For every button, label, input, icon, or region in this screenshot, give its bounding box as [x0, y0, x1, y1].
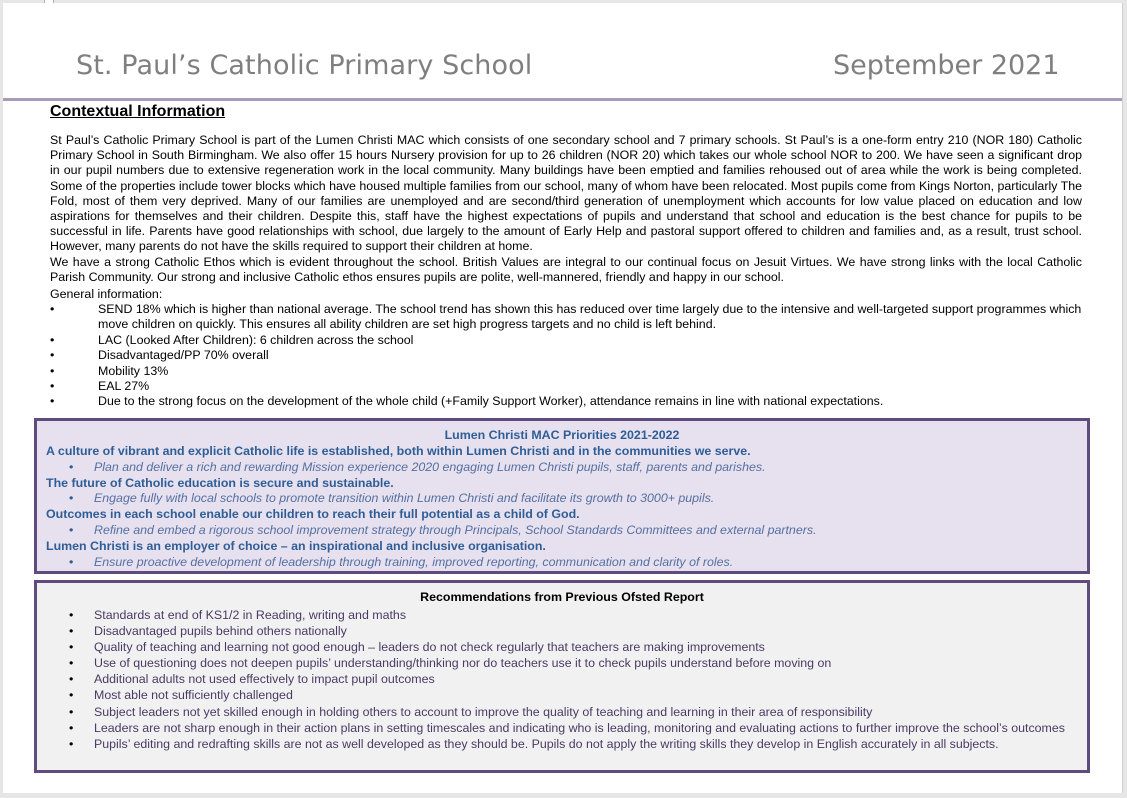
priority-heading: Lumen Christi is an employer of choice – an inspirational and inclusive organisation. — [46, 538, 546, 553]
priority-detail-text: Refine and embed a rigorous school improvement strategy through Principals, School Standards Committees and external partners. — [94, 522, 817, 537]
bullet-icon: • — [50, 363, 55, 378]
bullet-icon: • — [69, 491, 74, 506]
bullet-icon: • — [50, 332, 55, 347]
list-item — [46, 623, 1086, 639]
list-item-text: Quality of teaching and learning not good enough – leaders do not check regularly that teachers are making improvements — [94, 640, 765, 655]
bullet-icon: • — [69, 688, 74, 703]
list-item-text: SEND 18% which is higher than national average. The school trend has shown this has reduced over time largely due to the intensive and well-targeted support programmes which move children on quickly. This ensures all ability children are set high progress targets and no child is left behind. — [98, 302, 1082, 332]
school-name: St. Paul’s Catholic Primary School — [76, 50, 533, 81]
document-page — [3, 3, 1123, 793]
priority-detail — [46, 555, 1076, 571]
contextual-information-heading: Contextual Information — [50, 103, 226, 120]
priority-heading: The future of Catholic education is secure and sustainable. — [46, 475, 394, 490]
list-item-text: Leaders are not sharp enough in their action plans in setting timescales and indicating who is leading, monitoring and evaluating actions to further improve the school’s outcomes — [94, 720, 1065, 735]
priority-detail-text: Plan and deliver a rich and rewarding Mission experience 2020 engaging Lumen Christi pupils, staff, parents and parishes. — [94, 459, 766, 474]
list-item — [46, 671, 1086, 687]
ofsted-recommendations-list — [46, 607, 1086, 752]
list-item — [46, 720, 1086, 736]
list-item — [50, 364, 1082, 379]
list-item-text: Pupils’ editing and redrafting skills are not as well developed as they should be. Pupils do not apply the writing skills they develop in English accurately in all subjects. — [94, 736, 999, 751]
contextual-information-body — [50, 133, 1082, 285]
list-item-text: Subject leaders not yet skilled enough in holding others to account to improve the quality of teaching and learning in their area of responsibility — [94, 704, 873, 719]
list-item — [46, 639, 1086, 655]
list-item-text: EAL 27% — [98, 379, 150, 394]
list-item-text: Disadvantaged/PP 70% overall — [98, 348, 269, 363]
priority-detail — [46, 460, 1076, 476]
list-item — [46, 655, 1086, 671]
bullet-icon: • — [69, 522, 74, 537]
bullet-icon: • — [69, 608, 74, 622]
ofsted-recommendations-title: Recommendations from Previous Ofsted Report — [420, 590, 704, 604]
list-item — [50, 394, 1082, 409]
mac-priorities-title: Lumen Christi MAC Priorities 2021-2022 — [444, 428, 680, 442]
bullet-icon: • — [69, 656, 74, 671]
page-header — [3, 3, 1122, 99]
list-item-text: Additional adults not used effectively to impact pupil outcomes — [94, 672, 435, 687]
list-item-text: Due to the strong focus on the development of the whole child (+Family Support Worker), attendance remains in line with national expectations. — [98, 394, 884, 409]
bullet-icon: • — [50, 394, 55, 409]
context-paragraph: We have a strong Catholic Ethos which is evident throughout the school. British Values are integral to our continual focus on Jesuit Virtues. We have strong links with the local Catholic Parish Community. Our strong and inclusive Catholic ethos ensures pupils are polite, well-mannered, friendly and happy in our school. — [50, 254, 1082, 284]
bullet-icon: • — [69, 736, 74, 751]
general-information-list — [50, 302, 1082, 410]
list-item-text: Use of questioning does not deepen pupils’ understanding/thinking nor do teachers use it to check pupils understand before moving on — [94, 656, 832, 671]
list-item — [50, 379, 1082, 394]
mac-priorities-box — [34, 418, 1090, 574]
list-item — [50, 302, 1082, 333]
ofsted-recommendations-box — [34, 580, 1090, 773]
list-item — [46, 687, 1086, 703]
list-item — [50, 333, 1082, 348]
list-item — [46, 607, 1086, 623]
header-divider — [3, 98, 1122, 101]
priority-detail — [46, 523, 1076, 539]
bullet-icon: • — [50, 348, 55, 363]
list-item-text: Mobility 13% — [98, 363, 169, 378]
context-paragraph: St Paul’s Catholic Primary School is part of the Lumen Christi MAC which consists of one secondary school and 7 primary schools. St Paul’s is a one-form entry 210 (NOR 180) Catholic Primary School in South Birmingham. We also offer 15 hours Nursery provision for up to 26 children (NOR 20) which takes our whole school NOR to 200. We have seen a significant drop in our pupil numbers due to extensive regeneration work in the local community. Many buildings have been emptied and families rehoused out of area while the work is being completed. Some of the properties include tower blocks which have housed multiple families from our school, many of whom have been relocated. Most pupils come from Kings Norton, particularly The Fold, most of them very deprived. Many of our families are unemployed and are second/third generation of unemployment which accounts for low value placed on education and low aspirations for themselves and their children. Despite this, staff have the highest expectations of pupils and understand that school and education is the best chance for pupils to be successful in life. Parents have good relationships with school, due largely to the amount of Early Help and pastoral support offered to children and families and, as a result, trust school. However, many parents do not have the skills required to support their children at home. — [50, 133, 1082, 254]
bullet-icon: • — [69, 459, 74, 474]
bullet-icon: • — [69, 640, 74, 655]
priority-detail — [46, 491, 1076, 507]
mac-priorities-list — [46, 444, 1076, 570]
header-date: September 2021 — [833, 50, 1060, 81]
bullet-icon: • — [69, 672, 74, 687]
list-item — [46, 704, 1086, 720]
priority-heading: Outcomes in each school enable our children to reach their full potential as a child of God. — [46, 507, 580, 522]
bullet-icon: • — [50, 379, 55, 394]
priority-heading: A culture of vibrant and explicit Catholic life is established, both within Lumen Christi and in the communities we serve. — [46, 444, 751, 458]
list-item — [46, 736, 1086, 752]
priority-detail-text: Ensure proactive development of leadership through training, improved reporting, communication and clarity of roles. — [94, 554, 734, 569]
bullet-icon: • — [50, 302, 55, 316]
list-item-text: LAC (Looked After Children): 6 children across the school — [98, 332, 414, 347]
list-item-text: Disadvantaged pupils behind others nationally — [94, 624, 347, 639]
list-item — [50, 348, 1082, 363]
bullet-icon: • — [69, 720, 74, 735]
priority-detail-text: Engage fully with local schools to promote transition within Lumen Christi and facilitate its growth to 3000+ pupils. — [94, 491, 715, 506]
list-item-text: Most able not sufficiently challenged — [94, 688, 293, 703]
bullet-icon: • — [69, 624, 74, 639]
list-item-text: Standards at end of KS1/2 in Reading, writing and maths — [94, 608, 407, 622]
bullet-icon: • — [69, 704, 74, 719]
general-information-label: General information: — [50, 287, 163, 301]
bullet-icon: • — [69, 554, 74, 569]
